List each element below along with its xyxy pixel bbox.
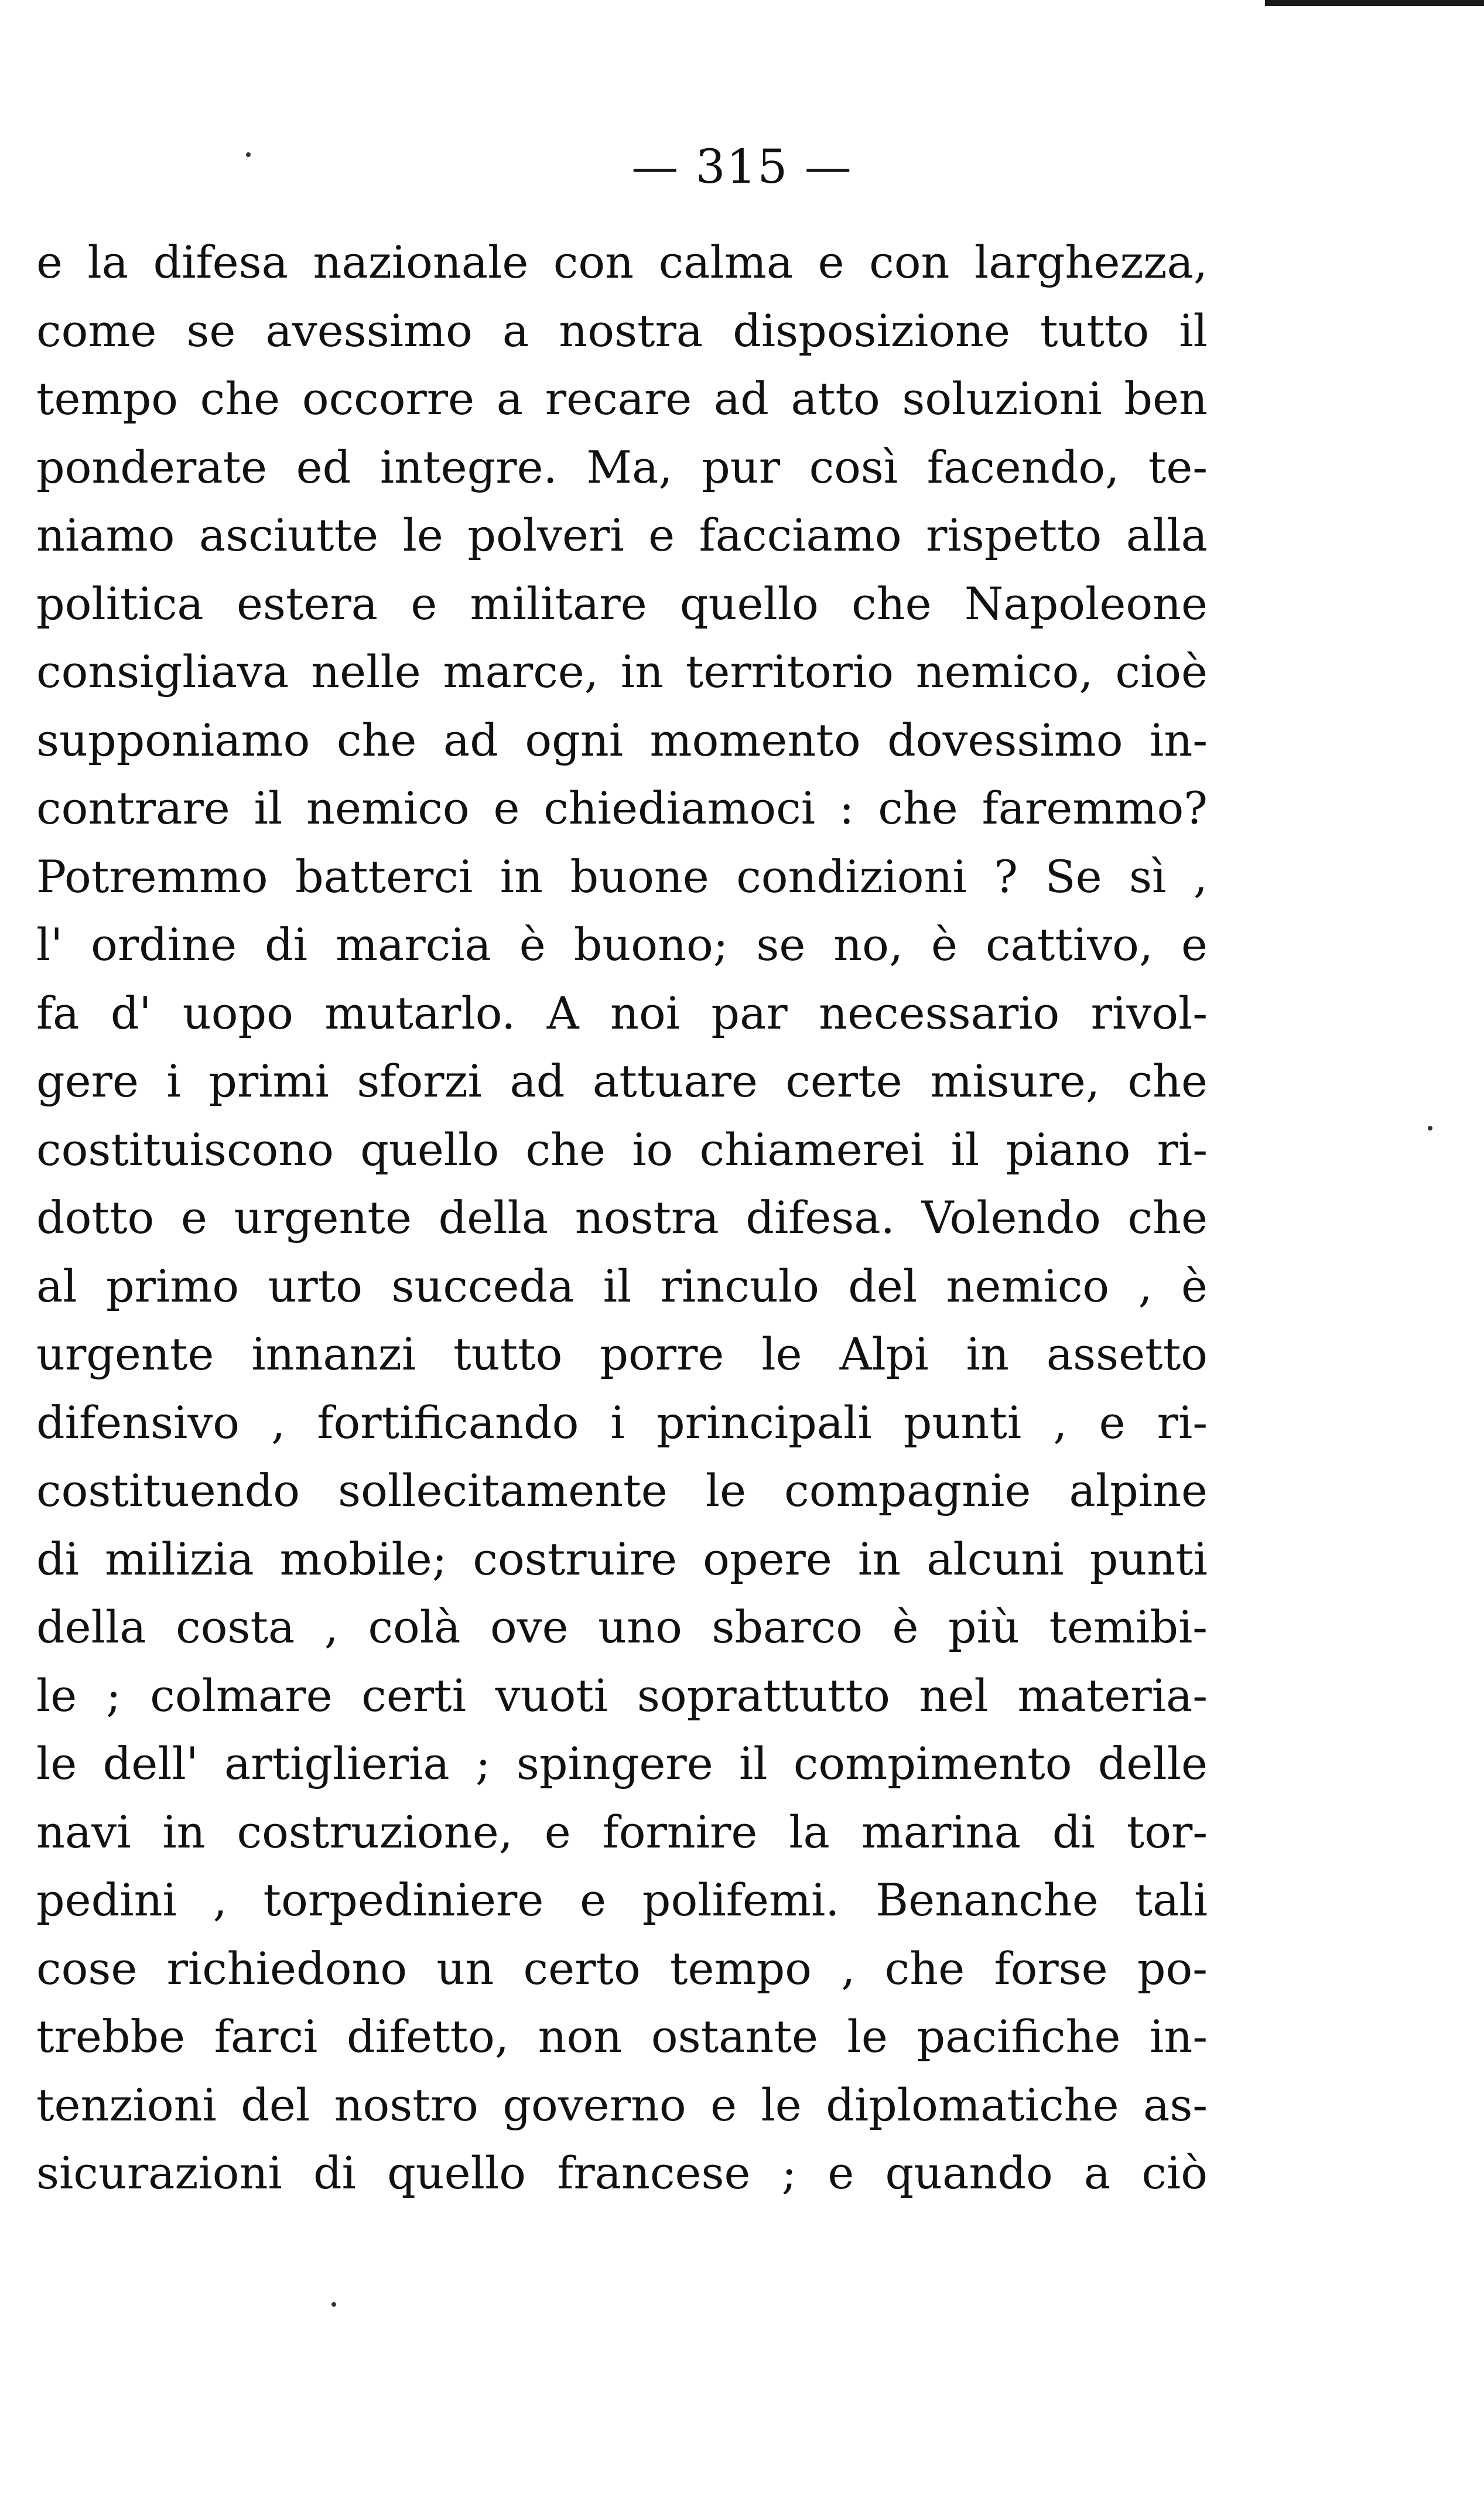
page-number: — 315 — bbox=[631, 139, 853, 194]
text-line: e la difesa nazionale con calma e con larghezza, bbox=[36, 236, 1208, 288]
text-line: pedini , torpediniere e polifemi. Benanche tali bbox=[36, 1874, 1208, 1926]
text-line: fa d' uopo mutarlo. A noi par necessario rivol- bbox=[36, 986, 1208, 1039]
text-line: sicurazioni di quello francese ; e quando a ciò bbox=[36, 2147, 1208, 2199]
text-line: tenzioni del nostro governo e le diplomatiche as- bbox=[36, 2078, 1208, 2131]
ink-speck bbox=[246, 152, 251, 157]
text-line: costituiscono quello che io chiamerei il piano ri- bbox=[36, 1123, 1208, 1176]
text-line: urgente innanzi tutto porre le Alpi in assetto bbox=[36, 1328, 1208, 1380]
text-line: della costa , colà ove uno sbarco è più temibi- bbox=[36, 1601, 1208, 1653]
text-line: niamo asciutte le polveri e facciamo rispetto alla bbox=[36, 509, 1208, 561]
text-line: le dell' artiglieria ; spingere il compimento delle bbox=[36, 1737, 1208, 1790]
text-line: dotto e urgente della nostra difesa. Volendo che bbox=[36, 1191, 1208, 1244]
text-line: tempo che occorre a recare ad atto soluzioni ben bbox=[36, 373, 1208, 425]
text-line: cose richiedono un certo tempo , che forse po- bbox=[36, 1942, 1208, 1995]
text-line: navi in costruzione, e fornire la marina di tor- bbox=[36, 1805, 1208, 1858]
ink-speck bbox=[331, 2302, 336, 2307]
ink-speck bbox=[1428, 1126, 1432, 1131]
text-line: costituendo sollecitamente le compagnie alpine bbox=[36, 1464, 1208, 1517]
text-line: come se avessimo a nostra disposizione tutto il bbox=[36, 304, 1208, 357]
text-line: consigliava nelle marce, in territorio nemico, cioè bbox=[36, 646, 1208, 698]
text-line: contrare il nemico e chiediamoci : che faremmo? bbox=[36, 782, 1208, 834]
top-edge-rule bbox=[1265, 0, 1484, 6]
text-line: Potremmo batterci in buone condizioni ? Se sì , bbox=[36, 850, 1208, 903]
text-line: le ; colmare certi vuoti soprattutto nel materia- bbox=[36, 1669, 1208, 1722]
text-line: supponiamo che ad ogni momento dovessimo in- bbox=[36, 713, 1208, 766]
text-line: ponderate ed integre. Ma, pur così facendo, te- bbox=[36, 440, 1208, 493]
body-text bbox=[36, 228, 1208, 2208]
text-line: di milizia mobile; costruire opere in alcuni punti bbox=[36, 1532, 1208, 1585]
text-line: difensivo , fortificando i principali punti , e ri- bbox=[36, 1396, 1208, 1449]
text-line: politica estera e militare quello che Napoleone bbox=[36, 577, 1208, 630]
text-line: l' ordine di marcia è buono; se no, è cattivo, e bbox=[36, 918, 1208, 971]
text-line: trebbe farci difetto, non ostante le pacifiche in- bbox=[36, 2010, 1208, 2062]
text-line: al primo urto succeda il rinculo del nemico , è bbox=[36, 1259, 1208, 1312]
text-line: gere i primi sforzi ad attuare certe misure, che bbox=[36, 1055, 1208, 1107]
